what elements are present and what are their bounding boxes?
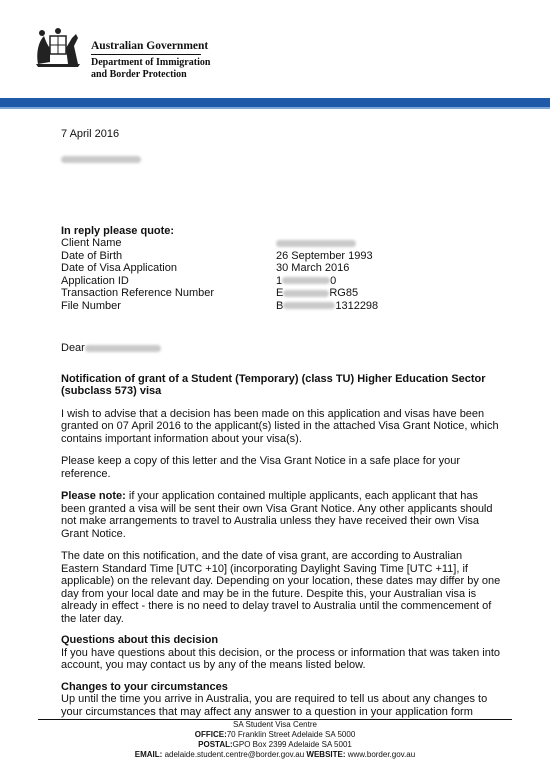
quote-label: Client Name bbox=[61, 237, 122, 249]
coat-of-arms-icon bbox=[32, 24, 84, 68]
department-line-1: Department of Immigration bbox=[91, 57, 211, 68]
footer-postal: POSTAL:GPO Box 2399 Adelaide SA 5001 bbox=[198, 740, 352, 749]
header-band bbox=[0, 98, 550, 107]
quote-value: 26 September 1993 bbox=[276, 249, 373, 262]
quote-label: File Number bbox=[61, 299, 121, 312]
recipient-name-redacted bbox=[61, 154, 501, 168]
timezone-paragraph: The date on this notification, and the date of visa grant, are according to Australian Eastern Standard Time [UTC +10] (incorporating Daylight Saving Time [UTC +11], if applicable) on the relevant day. Depending on your location, these dates may differ by one day from your local date and may be in the future. Despite this, your Australian visa is already in effect - there is no need to delay travel to Australia until the commencement of the later day. bbox=[61, 550, 501, 625]
quote-row bbox=[61, 262, 501, 275]
quote-row bbox=[61, 300, 501, 313]
reply-heading: In reply please quote: bbox=[61, 224, 175, 237]
quote-value-partial: 1 0 bbox=[276, 274, 337, 287]
quote-value-partial: B 1312298 bbox=[276, 299, 379, 312]
please-note-paragraph: Please note: if your application contained multiple applicants, each applicant that has been granted a visa will be sent their own Visa Grant Notice. Any other applicants should not make arrangements to travel to Australia unless they have received their own Visa Grant Notice. bbox=[61, 490, 493, 540]
footer bbox=[0, 720, 550, 760]
questions-heading: Questions about this decision bbox=[61, 634, 219, 646]
quote-row bbox=[61, 275, 501, 288]
decision-paragraph: I wish to advise that a decision has been made on this application and visas have been granted on 07 April 2016 to the applicant(s) listed in the attached Visa Grant Notice, which contains important information about your visa(s). bbox=[61, 407, 499, 445]
header-band-highlight bbox=[0, 107, 550, 109]
government-title: Australian Government bbox=[91, 40, 209, 52]
quote-label: Application ID bbox=[61, 274, 129, 287]
subject-line: Notification of grant of a Student (Temporary) (class TU) Higher Education Sector (subclass 573) visa bbox=[61, 372, 486, 397]
quote-label: Date of Visa Application bbox=[61, 262, 177, 274]
changes-heading: Changes to your circumstances bbox=[61, 680, 228, 693]
department-line-2: and Border Protection bbox=[91, 69, 187, 80]
changes-text: Up until the time you arrive in Australia, you are required to tell us about any changes to your circumstances that may affect any answer to a question in your application form bbox=[61, 693, 488, 718]
salutation: Dear bbox=[61, 342, 501, 355]
footer-contact: EMAIL: adelaide.student.centre@border.gov.au WEBSITE: www.border.gov.au bbox=[134, 750, 416, 759]
questions-text: If you have questions about this decision, or the process or information that was taken into account, you may contact us by any of the means listed below. bbox=[61, 646, 501, 671]
quote-label: Date of Birth bbox=[61, 249, 123, 262]
footer-centre: SA Student Visa Centre bbox=[233, 720, 317, 729]
please-note-label: Please note: bbox=[61, 490, 126, 502]
quote-label: Transaction Reference Number bbox=[61, 287, 215, 299]
quote-table bbox=[61, 237, 501, 312]
quote-row bbox=[61, 250, 501, 263]
keep-copy-paragraph: Please keep a copy of this letter and the Visa Grant Notice in a safe place for your reference. bbox=[61, 455, 461, 480]
department-name bbox=[91, 57, 210, 81]
footer-office: OFFICE:70 Franklin Street Adelaide SA 5000 bbox=[194, 730, 356, 739]
quote-value: 30 March 2016 bbox=[276, 262, 350, 274]
quote-value-redacted bbox=[276, 237, 501, 250]
letter-date: 7 April 2016 bbox=[61, 128, 120, 140]
quote-row bbox=[61, 287, 501, 300]
quote-value-partial: E RG85 bbox=[276, 287, 359, 299]
quote-row bbox=[61, 237, 501, 250]
letter-body bbox=[61, 128, 501, 718]
title-divider bbox=[91, 54, 201, 55]
letterhead bbox=[0, 0, 550, 112]
